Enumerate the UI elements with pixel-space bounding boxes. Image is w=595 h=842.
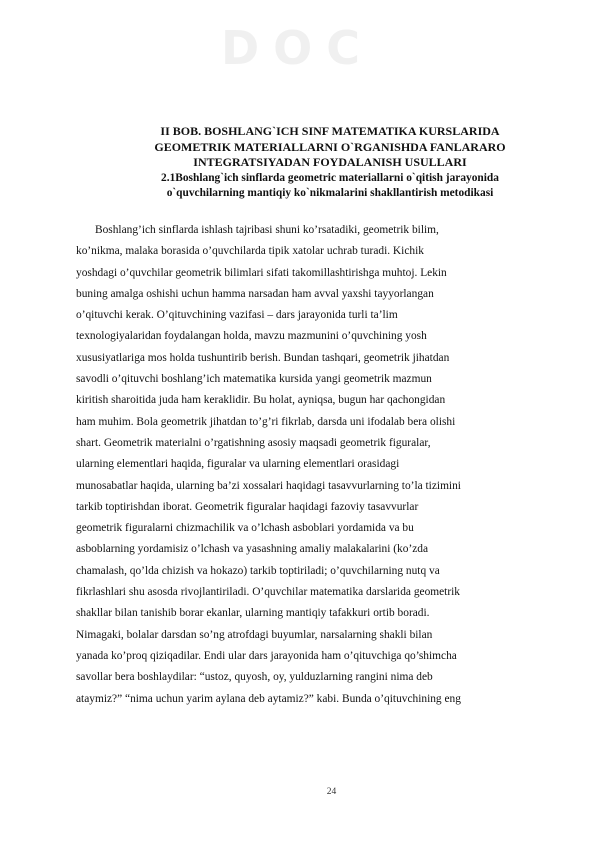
body-line: o’qituvchi kerak. O’qituvchining vazifasi – dars jarayonida turli ta’lim bbox=[76, 309, 398, 322]
body-line: ularning elementlari haqida, figuralar va ularning elementlari orasidagi bbox=[76, 458, 400, 471]
chapter-title-line: II BOB. BOSHLANG`ICH SINF MATEMATIKA KURSLARIDA bbox=[160, 124, 500, 138]
body-line: tarkib toptirishdan iborat. Geometrik figuralar haqidagi fazoviy tasavvurlar bbox=[76, 500, 419, 513]
body-line: geometrik figuralarni chizmachilik va o’lchash asboblari yordamida va bu bbox=[76, 522, 414, 535]
body-line: savodli o’qituvchi boshlang’ich matematika kursida yangi geometrik mazmun bbox=[76, 373, 432, 386]
body-line: xususiyatlariga mos holda tushuntirib berish. Bundan tashqari, geometrik jihatdan bbox=[76, 351, 450, 364]
body-line: kiritish sharoitida juda ham keraklidir. Bu holat, ayniqsa, bugun har qachongidan bbox=[76, 394, 446, 407]
body-line: ataymiz?” “nima uchun yarim aylana deb aytamiz?” kabi. Bunda o’qituvchining eng bbox=[76, 692, 461, 705]
section-title-line: o`quvchilarning mantiqiy ko`nikmalarini shakllantirish metodikasi bbox=[166, 187, 494, 199]
chapter-title-line: INTEGRATSIYADAN FOYDALANISH USULLARI bbox=[193, 155, 467, 169]
body-line: savollar bera boshlaydilar: “ustoz, quyosh, oy, yulduzlarning rangini nima deb bbox=[76, 671, 433, 684]
page-number: 24 bbox=[326, 787, 337, 797]
body-line: fikrlashlari shu asosda rivojlantiriladi. O’quvchilar matematika darslarida geometrik bbox=[76, 586, 460, 599]
body-line: yanada ko’proq qiziqadilar. Endi ular dars jarayonida ham o’qituvchiga qo’shimcha bbox=[76, 649, 457, 662]
body-line: shart. Geometrik materialni o’rgatishning asosiy maqsadi geometrik figuralar, bbox=[76, 436, 431, 449]
body-line: asboblarning yordamisiz o’lchash va yasashning amaliy malakalarini (ko’zda bbox=[76, 543, 429, 556]
chapter-title-line: GEOMETRIK MATERIALLARNI O`RGANISHDA FANLARARO bbox=[154, 139, 506, 154]
body-line: Nimagaki, bolalar darsdan so’ng atrofdagi buyumlar, narsalarning shakli bilan bbox=[76, 628, 433, 641]
body-line: munosabatlar haqida, ularning ba’zi xossalari haqidagi tasavvurlarning to’la tizimini bbox=[76, 479, 461, 492]
body-line: Boshlang’ich sinflarda ishlash tajribasi shuni ko’rsatadiki, geometrik bilim, bbox=[95, 224, 439, 236]
body-paragraph bbox=[76, 220, 551, 710]
body-line: yoshdagi o’quvchilar geometrik bilimlari sifati takomillashtirishga muhtoj. Lekin bbox=[76, 266, 447, 279]
body-line: ham muhim. Bola geometrik jihatdan to’g’ri fikrlab, darsda uni ifodalab bera olishi bbox=[76, 415, 456, 428]
body-line: ko’nikma, malaka borasida o’quvchilarda tipik xatolar uchrab turadi. Kichik bbox=[76, 245, 424, 258]
section-title-line: 2.1Boshlang`ich sinflarda geometric materiallarni o`qitish jarayonida bbox=[161, 171, 499, 184]
watermark: DOC bbox=[220, 21, 375, 75]
body-line: texnologiyalaridan foydalangan holda, mavzu mazmunini o’quvchining yosh bbox=[76, 330, 427, 343]
body-line: chamalash, qo’lda chizish va hokazo) tarkib toptiriladi; o’quvchilarning nutq va bbox=[76, 564, 440, 577]
body-line: shakllar bilan tanishib borar ekanlar, ularning mantiqiy tafakkuri ortib boradi. bbox=[76, 607, 430, 620]
chapter-heading bbox=[60, 124, 595, 202]
body-line: buning amalga oshishi uchun hamma narsadan ham avval yaxshi tayyorlangan bbox=[76, 287, 434, 300]
